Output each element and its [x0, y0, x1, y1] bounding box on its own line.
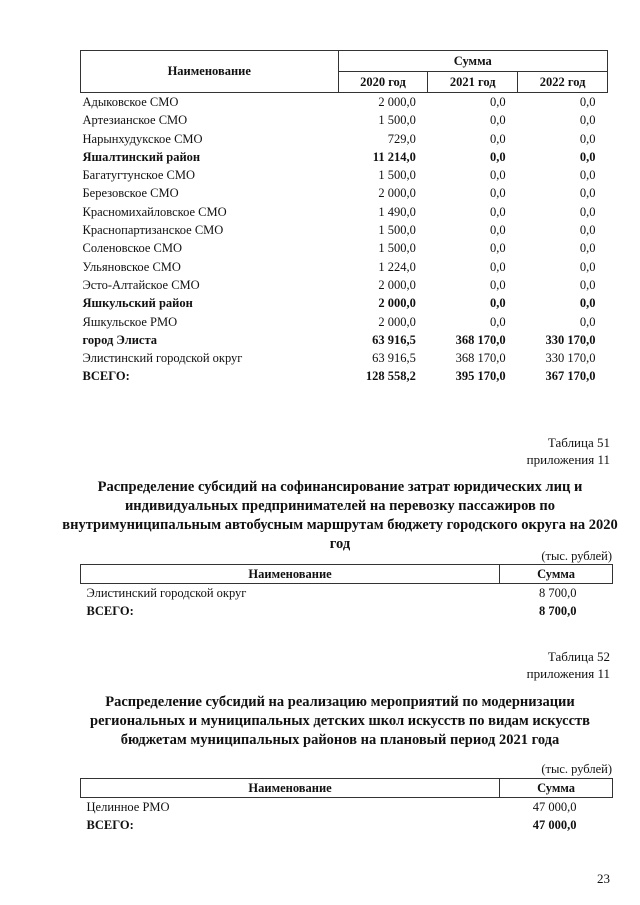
- table-52-appendix: приложения 11: [526, 666, 610, 681]
- table-row: [81, 239, 608, 257]
- value-2021: 0,0: [490, 131, 506, 146]
- value-2022: 0,0: [579, 149, 596, 164]
- table-row: [81, 584, 613, 603]
- value-2022: 0,0: [579, 204, 596, 219]
- row-name: Адыковское СМО: [82, 95, 179, 109]
- table-row: [81, 258, 608, 276]
- value-2022: 330 170,0: [545, 332, 596, 347]
- row-name: Яшкульский район: [82, 296, 193, 311]
- value-2022: 367 170,0: [545, 369, 596, 384]
- value-2022: 330 170,0: [545, 351, 596, 366]
- value-2021: 0,0: [490, 149, 506, 164]
- value-2020: 63 916,5: [372, 351, 416, 366]
- table-51-appendix: приложения 11: [526, 452, 610, 467]
- table-51-units: (тыс. рублей): [541, 549, 612, 563]
- row-name: Соленовское СМО: [82, 241, 183, 256]
- table-52: [80, 778, 613, 834]
- table-row: [81, 294, 608, 312]
- value-2021: 395 170,0: [455, 369, 506, 384]
- row-name: Яшалтинский район: [82, 149, 201, 164]
- table-row: [81, 349, 608, 367]
- table-52-title: Распределение субсидий на реализацию мероприятий по модернизации региональных и муниципальных детских школ искусств по видам искусств бюджетам муниципальных районов на плановый период 2021 года: [90, 694, 590, 748]
- value-2020: 1 224,0: [378, 259, 416, 274]
- value-2022: 0,0: [579, 223, 596, 238]
- table-row: [81, 798, 613, 817]
- row-name: Багатугтунское СМО: [82, 168, 196, 183]
- value-2021: 0,0: [490, 223, 506, 238]
- row-sum: 47 000,0: [532, 800, 577, 814]
- value-2022: 0,0: [579, 186, 596, 201]
- header-year-2021: 2021 год: [428, 72, 518, 93]
- table-row: [81, 130, 608, 148]
- table-51-body: [81, 584, 613, 621]
- table-52-number: Таблица 52: [547, 649, 610, 664]
- value-2020: 1 500,0: [378, 113, 416, 128]
- value-2020: 2 000,0: [378, 95, 416, 109]
- row-sum: 8 700,0: [539, 604, 577, 618]
- row-name: Березовское СМО: [82, 186, 179, 201]
- table-52-units: (тыс. рублей): [541, 762, 612, 776]
- header-year-2020: 2020 год: [338, 72, 428, 93]
- table-51-title: Распределение субсидий на софинансирование затрат юридических лиц и индивидуальных предпринимателей на перевозку пассажиров по внутримуниципальным автобусным маршрутам бюджету городского округа на 2020 год: [62, 479, 618, 552]
- row-name: Краснопартизанское СМО: [82, 223, 224, 238]
- row-name: ВСЕГО:: [82, 369, 130, 384]
- row-name: Ульяновское СМО: [82, 259, 181, 274]
- table-52-label: [527, 648, 610, 682]
- header-name: Наименование: [81, 779, 500, 798]
- table-row: [81, 203, 608, 221]
- value-2020: 729,0: [387, 131, 416, 146]
- table-row: [81, 276, 608, 294]
- value-2021: 0,0: [490, 186, 506, 201]
- table-row: [81, 602, 613, 620]
- value-2021: 0,0: [490, 168, 506, 183]
- table-row: [81, 111, 608, 129]
- value-2021: 0,0: [490, 241, 506, 256]
- value-2021: 368 170,0: [455, 351, 506, 366]
- row-name: Нарынхудукское СМО: [82, 131, 203, 146]
- row-sum: 8 700,0: [539, 586, 577, 600]
- value-2022: 0,0: [579, 131, 596, 146]
- value-2022: 0,0: [579, 241, 596, 256]
- row-name: Яшкульское РМО: [82, 314, 178, 329]
- value-2020: 1 500,0: [378, 223, 416, 238]
- value-2021: 0,0: [490, 314, 506, 329]
- row-name: Целинное РМО: [86, 800, 170, 814]
- header-name: Наименование: [81, 51, 339, 93]
- table-row: [81, 184, 608, 202]
- table-52-body: [81, 798, 613, 835]
- row-name: Элистинский городской округ: [86, 586, 247, 600]
- value-2021: 0,0: [490, 95, 506, 109]
- table-row: [81, 816, 613, 834]
- row-name: ВСЕГО:: [86, 604, 134, 618]
- value-2022: 0,0: [579, 113, 596, 128]
- value-2022: 0,0: [579, 314, 596, 329]
- header-sum: Сумма: [338, 51, 608, 72]
- value-2022: 0,0: [579, 259, 596, 274]
- value-2020: 2 000,0: [378, 296, 416, 311]
- table-row: [81, 221, 608, 239]
- value-2021: 0,0: [490, 259, 506, 274]
- header-sum: Сумма: [500, 779, 613, 798]
- value-2021: 0,0: [490, 204, 506, 219]
- table-row: [81, 93, 608, 112]
- value-2021: 368 170,0: [455, 332, 506, 347]
- table-row: [81, 331, 608, 349]
- table-51: [80, 564, 613, 620]
- table-row: [81, 148, 608, 166]
- page-number: 23: [597, 871, 610, 886]
- row-sum: 47 000,0: [532, 818, 577, 832]
- value-2022: 0,0: [579, 95, 596, 109]
- value-2020: 11 214,0: [372, 149, 416, 164]
- value-2020: 2 000,0: [378, 186, 416, 201]
- value-2021: 0,0: [490, 296, 506, 311]
- value-2020: 128 558,2: [365, 369, 416, 384]
- value-2020: 1 500,0: [378, 168, 416, 183]
- row-name: Эсто-Алтайское СМО: [82, 277, 200, 292]
- header-name: Наименование: [81, 565, 500, 584]
- header-year-2022: 2022 год: [518, 72, 608, 93]
- row-name: Красномихайловское СМО: [82, 204, 227, 219]
- value-2020: 2 000,0: [378, 277, 416, 292]
- value-2022: 0,0: [579, 277, 596, 292]
- row-name: Артезианское СМО: [82, 113, 188, 128]
- table-row: [81, 367, 608, 385]
- table-50: [80, 50, 608, 386]
- value-2021: 0,0: [490, 113, 506, 128]
- header-sum: Сумма: [500, 565, 613, 584]
- value-2022: 0,0: [579, 296, 596, 311]
- value-2020: 1 500,0: [378, 241, 416, 256]
- row-name: ВСЕГО:: [86, 818, 134, 832]
- value-2020: 2 000,0: [378, 314, 416, 329]
- row-name: город Элиста: [82, 332, 158, 347]
- table-51-number: Таблица 51: [547, 435, 610, 450]
- value-2022: 0,0: [579, 168, 596, 183]
- table-row: [81, 313, 608, 331]
- table-51-label: [527, 434, 610, 468]
- row-name: Элистинский городской округ: [82, 351, 243, 366]
- value-2021: 0,0: [490, 277, 506, 292]
- table-row: [81, 166, 608, 184]
- table-50-body: [81, 93, 608, 386]
- value-2020: 63 916,5: [372, 332, 416, 347]
- value-2020: 1 490,0: [378, 204, 416, 219]
